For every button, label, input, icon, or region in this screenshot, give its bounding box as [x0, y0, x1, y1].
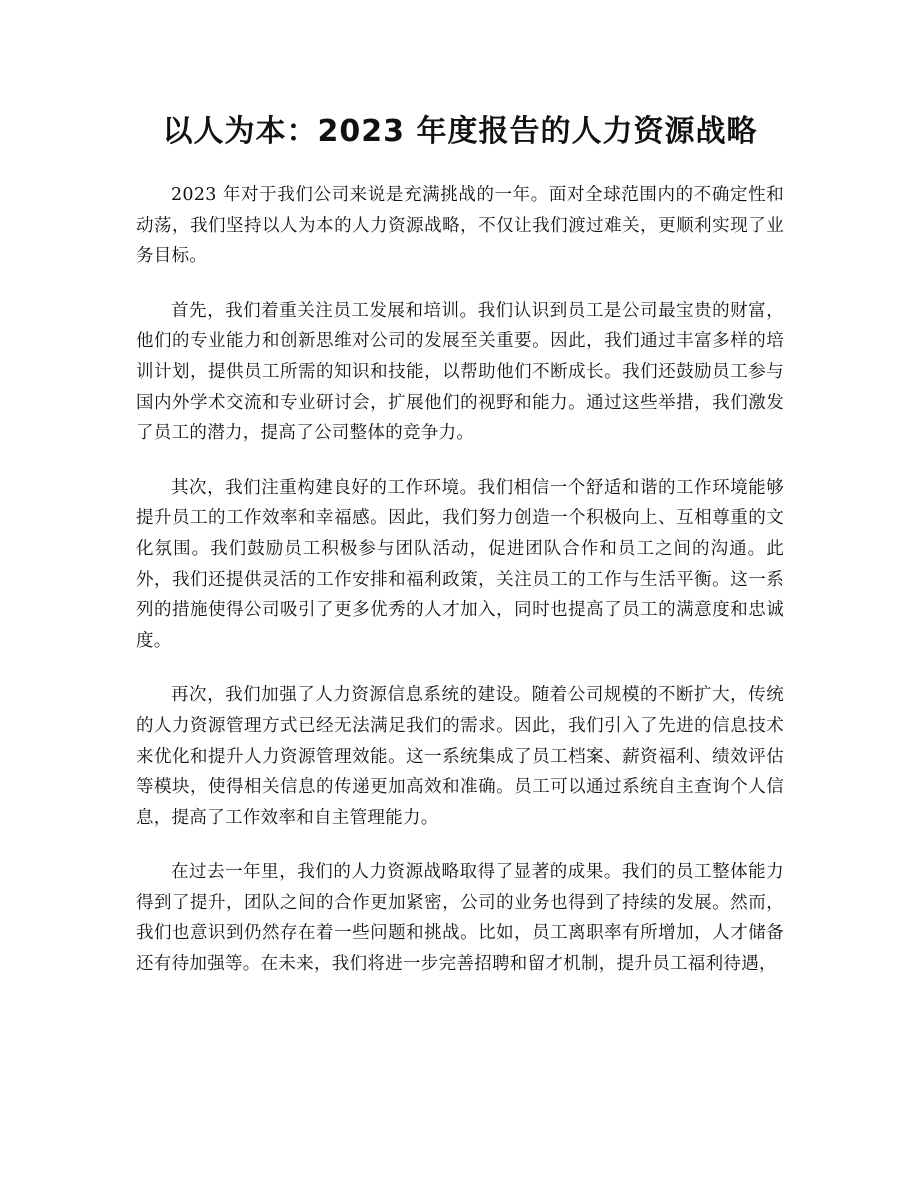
document-body: [136, 180, 784, 1004]
paragraph-hr-information-system: 再次，我们加强了人力资源信息系统的建设。随着公司规模的不断扩大，传统的人力资源管理方式已经无法满足我们的需求。因此，我们引入了先进的信息技术来优化和提升人力资源管理效能。这一系统集成了员工档案、薪资福利、绩效评估等模块，使得相关信息的传递更加高效和准确。员工可以通过系统自主查询个人信息，提高了工作效率和自主管理能力。: [136, 685, 784, 828]
paragraph-work-environment: 其次，我们注重构建良好的工作环境。我们相信一个舒适和谐的工作环境能够提升员工的工作效率和幸福感。因此，我们努力创造一个积极向上、互相尊重的文化氛围。我们鼓励员工积极参与团队活动，促进团队合作和员工之间的沟通。此外，我们还提供灵活的工作安排和福利政策，关注员工的工作与生活平衡。这一系列的措施使得公司吸引了更多优秀的人才加入，同时也提高了员工的满意度和忠诚度。: [136, 477, 784, 651]
paragraph-employee-development: 首先，我们着重关注员工发展和培训。我们认识到员工是公司最宝贵的财富，他们的专业能力和创新思维对公司的发展至关重要。因此，我们通过丰富多样的培训计划，提供员工所需的知识和技能，以帮助他们不断成长。我们还鼓励员工参与国内外学术交流和专业研讨会，扩展他们的视野和能力。通过这些举措，我们激发了员工的潜力，提高了公司整体的竞争力。: [136, 300, 784, 444]
paragraph-intro: 2023 年对于我们公司来说是充满挑战的一年。面对全球范围内的不确定性和动荡，我们坚持以人为本的人力资源战略，不仅让我们渡过难关，更顺利实现了业务目标。: [136, 185, 784, 267]
document-title: 以人为本：2023 年度报告的人力资源战略: [162, 114, 758, 149]
paragraph-results-and-outlook: 在过去一年里，我们的人力资源战略取得了显著的成果。我们的员工整体能力得到了提升，团队之间的合作更加紧密，公司的业务也得到了持续的发展。然而，我们也意识到仍然存在着一些问题和挑战。比如，员工离职率有所增加，人才储备还有待加强等。在未来，我们将进一步完善招聘和留才机制，提升员工福利待遇，: [136, 862, 784, 975]
